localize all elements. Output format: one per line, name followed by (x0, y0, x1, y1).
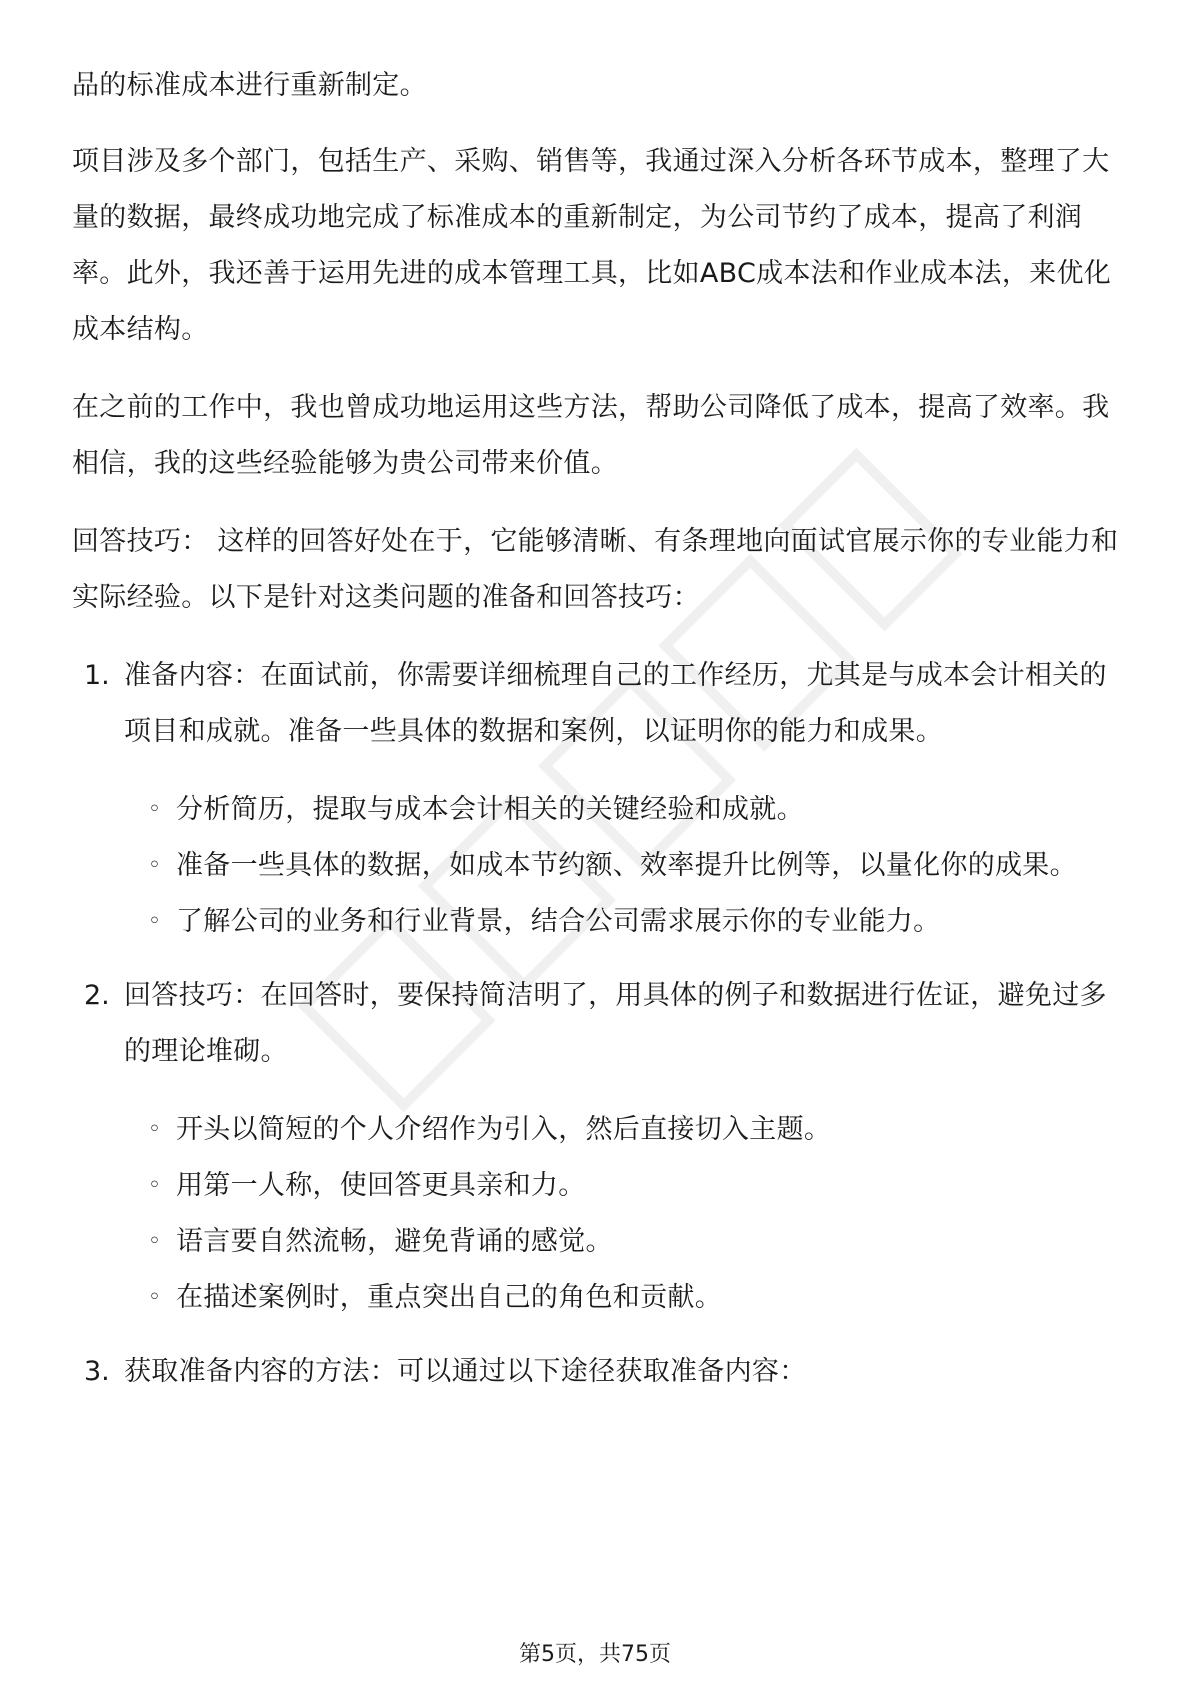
bullet-text: 用第一人称，使回答更具亲和力。 (176, 1170, 586, 1201)
item-text: 获取准备内容的方法：可以通过以下途径获取准备内容： (124, 1356, 807, 1387)
bullet-text: 了解公司的业务和行业背景，结合公司需求展示你的专业能力。 (176, 906, 941, 937)
bullet-list (124, 782, 1122, 950)
bullet-list (124, 1102, 1122, 1326)
bullet-text: 语言要自然流畅，避免背诵的感觉。 (176, 1226, 613, 1257)
bullet-text: 在描述案例时，重点突出自己的角色和贡献。 (176, 1282, 722, 1313)
bullet-icon: ◦ (148, 797, 162, 822)
numbered-item (72, 1344, 1122, 1400)
bullet-text: 开头以简短的个人介绍作为引入，然后直接切入主题。 (176, 1114, 832, 1145)
bullet-icon: ◦ (148, 1117, 162, 1142)
numbered-item (72, 648, 1122, 950)
numbered-list (72, 648, 1122, 1400)
bullet-item (124, 838, 1122, 894)
bullet-icon: ◦ (148, 1173, 162, 1198)
numbered-item (72, 968, 1122, 1326)
bullet-icon: ◦ (148, 1229, 162, 1254)
bullet-item (124, 1270, 1122, 1326)
bullet-item (124, 1158, 1122, 1214)
item-number: 2. (84, 980, 110, 1011)
paragraph: 品的标准成本进行重新制定。 (72, 70, 427, 101)
bullet-icon: ◦ (148, 909, 162, 934)
bullet-icon: ◦ (148, 853, 162, 878)
item-number: 3. (84, 1356, 110, 1387)
paragraph: 项目涉及多个部门，包括生产、采购、销售等，我通过深入分析各环节成本，整理了大量的数据，最终成功地完成了标准成本的重新制定，为公司节约了成本，提高了利润率。此外，我还善于运用先进的成本管理工具，比如ABC成本法和作业成本法，来优化成本结构。 (72, 146, 1112, 345)
bullet-item (124, 894, 1122, 950)
item-number: 1. (84, 660, 110, 691)
item-text: 回答技巧：在回答时，要保持简洁明了，用具体的例子和数据进行佐证，避免过多的理论堆砌。 (124, 980, 1107, 1067)
bullet-item (124, 1214, 1122, 1270)
bullet-text: 准备一些具体的数据，如成本节约额、效率提升比例等，以量化你的成果。 (176, 850, 1077, 881)
bullet-item (124, 1102, 1122, 1158)
bullet-icon: ◦ (148, 1285, 162, 1310)
item-text: 准备内容：在面试前，你需要详细梳理自己的工作经历，尤其是与成本会计相关的项目和成就。准备一些具体的数据和案例，以证明你的能力和成果。 (124, 660, 1107, 747)
bullet-item (124, 782, 1122, 838)
document-body (72, 58, 1122, 1414)
bullet-text: 分析简历，提取与成本会计相关的关键经验和成就。 (176, 794, 804, 825)
page-number-label: 第5页，共75页 (519, 1642, 671, 1667)
page-footer (0, 1640, 1190, 1670)
paragraph: 在之前的工作中，我也曾成功地运用这些方法，帮助公司降低了成本，提高了效率。我相信，我的这些经验能够为贵公司带来价值。 (72, 392, 1110, 479)
paragraph-tips-intro: 回答技巧： 这样的回答好处在于，它能够清晰、有条理地向面试官展示你的专业能力和实际经验。以下是针对这类问题的准备和回答技巧： (72, 526, 1119, 613)
